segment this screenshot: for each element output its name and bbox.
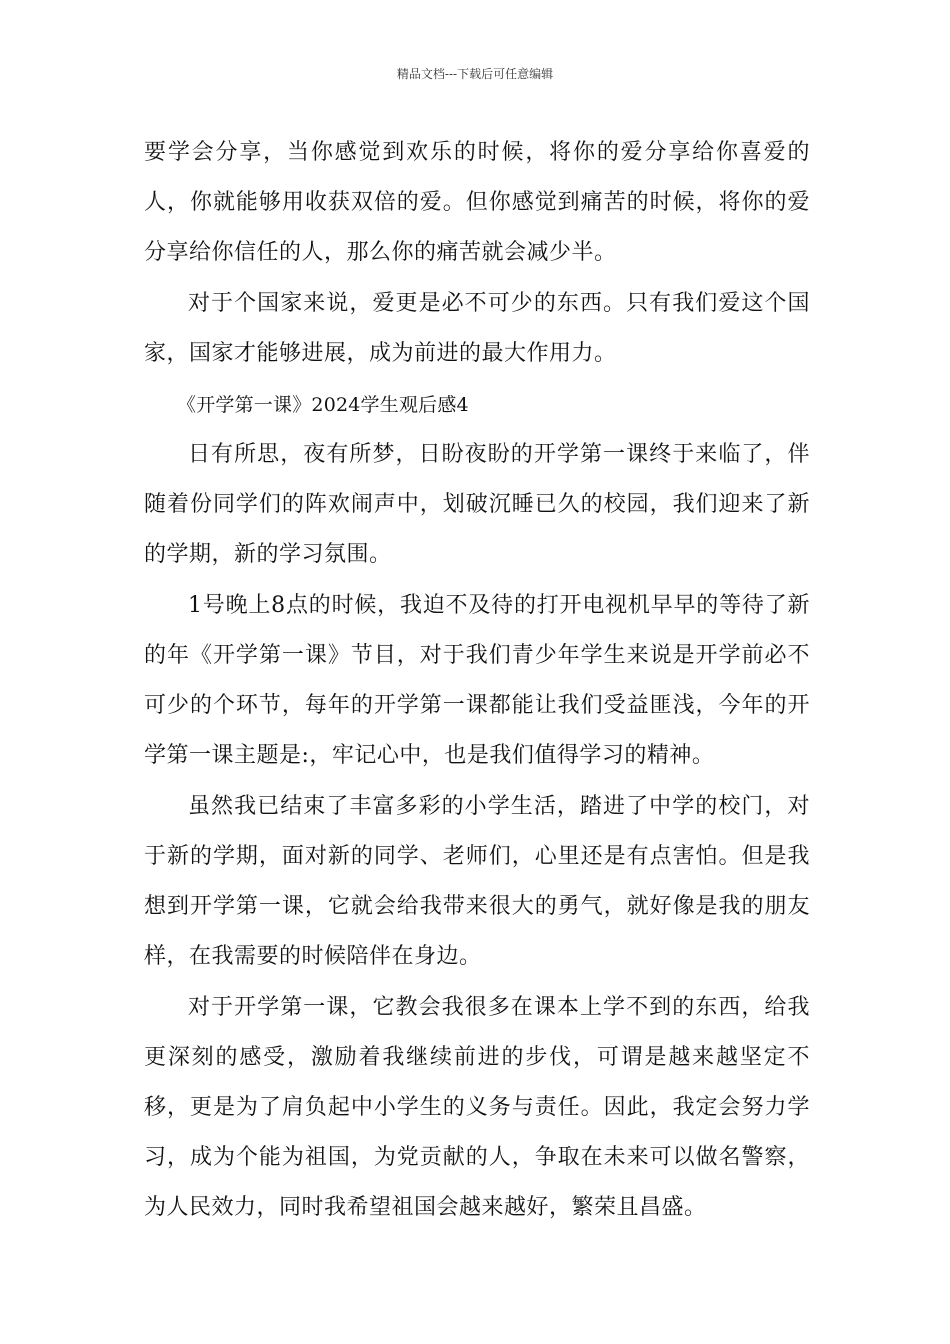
page-header: 精品文档---下载后可任意编辑 — [396, 67, 554, 81]
paragraph-lessons: 对于开学第一课，它教会我很多在课本上学不到的东西，给我更深刻的感受，激励着我继续前进的步伐，可谓是越来越坚定不移，更是为了肩负起中小学生的义务与责任。因此，我定会努力学习，成为个能为祖国，为党贡献的人，争取在未来可以做名警察，为人民效力，同时我希望祖国会越来越好，繁荣且昌盛。 — [144, 995, 810, 1220]
paragraph-tv-program: 1号晚上8点的时候，我迫不及待的打开电视机早早的等待了新的年《开学第一课》节目，对于我们青少年学生来说是开学前必不可少的个环节，每年的开学第一课都能让我们受益匪浅，今年的开学第一课主题是:，牢记心中，也是我们值得学习的精神。 — [144, 593, 810, 768]
paragraph-new-school: 虽然我已结束了丰富多彩的小学生活，踏进了中学的校门，对于新的学期，面对新的同学、老师们，心里还是有点害怕。但是我想到开学第一课，它就会给我带来很大的勇气，就好像是我的朋友样，在我需要的时候陪伴在身边。 — [144, 794, 810, 969]
paragraph-country: 对于个国家来说，爱更是必不可少的东西。只有我们爱这个国家，国家才能够进展，成为前进的最大作用力。 — [144, 291, 810, 366]
paragraph-sharing: 要学会分享，当你感觉到欢乐的时候，将你的爱分享给你喜爱的人，你就能够用收获双倍的爱。但你感觉到痛苦的时候，将你的爱分享给你信任的人，那么你的痛苦就会减少半。 — [144, 140, 810, 265]
paragraph-anticipation: 日有所思，夜有所梦，日盼夜盼的开学第一课终于来临了，伴随着份同学们的阵欢闹声中，划破沉睡已久的校园，我们迎来了新的学期，新的学习氛围。 — [144, 442, 810, 567]
document-body — [144, 128, 810, 1234]
section-title: 《开学第一课》2024学生观后感4 — [177, 394, 469, 416]
